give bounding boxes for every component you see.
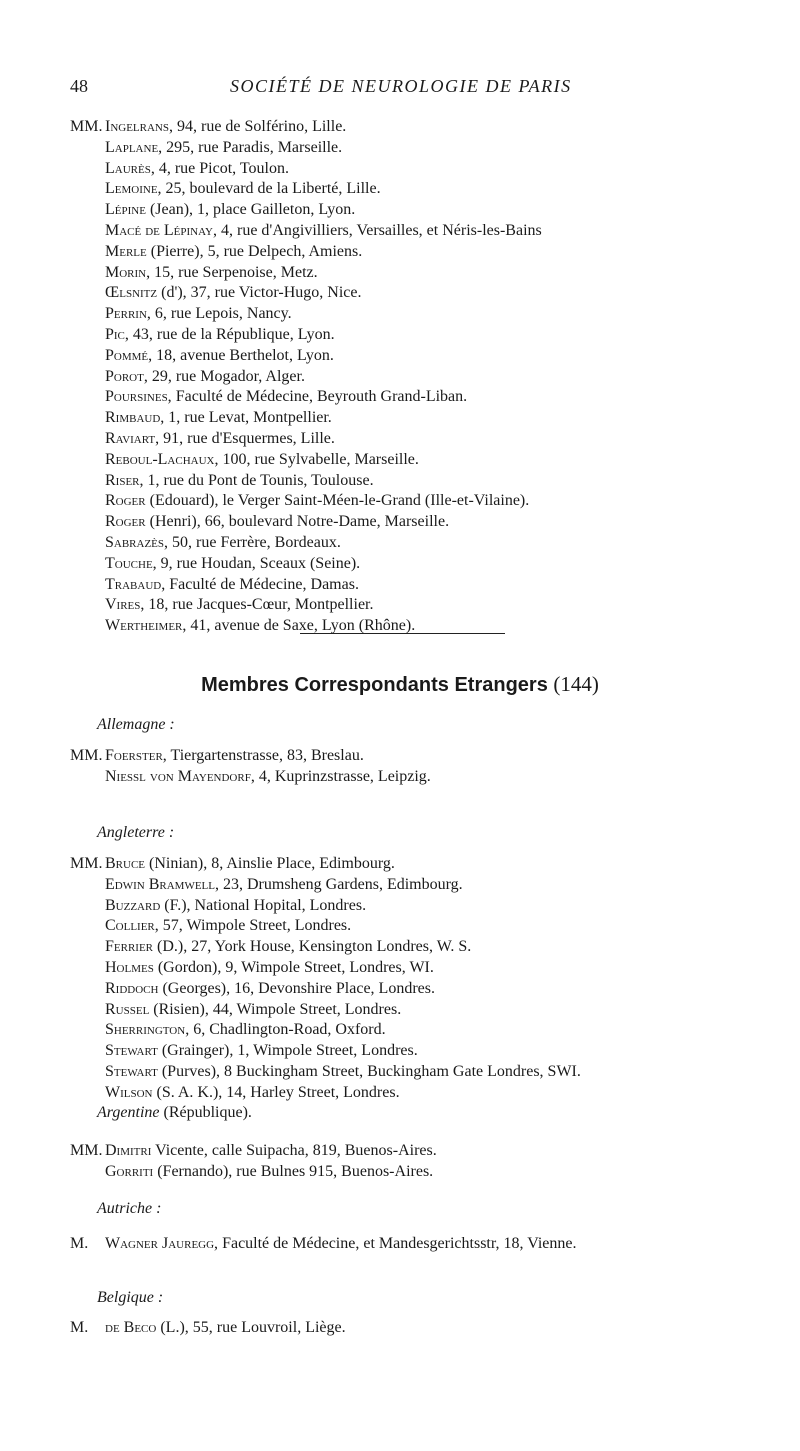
member-name: Bruce (105, 855, 146, 872)
entry-text (105, 283, 361, 304)
member-address: (Ninian), 8, Ainslie Place, Edimbourg. (145, 855, 395, 872)
member-name: Raviart, (105, 429, 160, 447)
member-entry (70, 1083, 770, 1104)
country-label: Argentine (97, 1104, 160, 1121)
member-entry (70, 408, 770, 429)
member-address: (S. A. K.), 14, Harley Street, Londres. (152, 1083, 400, 1101)
member-entry (70, 554, 770, 575)
entry-text (105, 1162, 433, 1183)
entry-text (105, 450, 419, 471)
entry-text (105, 1234, 577, 1255)
member-address: (Georges), 16, Devonshire Place, Londres. (158, 979, 435, 997)
country-heading-belgique (97, 1289, 163, 1307)
member-list-france (70, 117, 770, 637)
entry-text (105, 471, 374, 492)
member-name: Perrin, (105, 305, 151, 323)
member-name: Lemoine, (105, 180, 162, 198)
country-label: Belgique : (97, 1289, 164, 1306)
section-count: (144) (553, 672, 599, 696)
member-address: 23, Drumsheng Gardens, Edimbourg. (218, 875, 463, 893)
section-divider (300, 633, 505, 634)
member-entry (70, 179, 770, 200)
entry-text (105, 491, 529, 512)
entry-text (105, 1141, 437, 1162)
honorific-prefix: MM. (70, 1142, 103, 1159)
member-name: Macé de Lépinay, (105, 221, 217, 239)
member-name: Laplane, (105, 138, 163, 156)
member-entry (70, 595, 770, 616)
entry-text (105, 746, 364, 767)
country-note: (République). (159, 1104, 252, 1121)
member-address: 50, rue Ferrère, Bordeaux. (168, 533, 341, 551)
member-entry (70, 450, 770, 471)
member-entry (70, 471, 770, 492)
member-entry (70, 1020, 770, 1041)
honorific-prefix: MM. (70, 118, 103, 135)
country-label: Allemagne : (97, 716, 175, 733)
member-address: (D.), 27, York House, Kensington Londres, W. S. (153, 938, 472, 956)
member-address: 4, rue Picot, Toulon. (154, 159, 289, 177)
page-number: 48 (70, 76, 88, 96)
entry-text (105, 1020, 386, 1041)
entry-text (105, 429, 335, 450)
member-entry (70, 958, 770, 979)
member-entry (70, 979, 770, 1000)
page-header (70, 72, 735, 104)
member-entry (70, 283, 770, 304)
entry-text (105, 1083, 400, 1104)
entry-text (105, 221, 542, 242)
member-name: Foerster, (105, 747, 167, 764)
member-entry (70, 746, 770, 767)
member-list-allemagne (70, 746, 770, 788)
member-address: 4, rue d'Angivilliers, Versailles, et Néris-les-Bains (217, 221, 542, 239)
member-name: Holmes (105, 958, 154, 976)
entry-text (105, 854, 395, 875)
member-entry (70, 263, 770, 284)
entry-text (105, 595, 374, 616)
member-address: (F.), National Hopital, Londres. (160, 896, 367, 914)
member-address: Vicente, calle Suipacha, 819, Buenos-Aires. (151, 1142, 437, 1159)
member-name: Poursines, (105, 388, 172, 406)
member-address: (Gordon), 9, Wimpole Street, Londres, WI. (153, 958, 434, 976)
honorific-prefix: M. (70, 1319, 89, 1336)
member-address: 100, rue Sylvabelle, Marseille. (218, 450, 419, 468)
member-address: 295, rue Paradis, Marseille. (162, 138, 343, 156)
member-entry (70, 575, 770, 596)
member-entry (70, 1162, 770, 1183)
member-name: Œlsnitz (105, 284, 158, 302)
member-name: Trabaud, (105, 575, 166, 593)
member-list-autriche (70, 1234, 770, 1255)
member-address: 6, rue Lepois, Nancy. (150, 305, 292, 323)
entry-text (105, 554, 360, 575)
member-entry (70, 937, 770, 958)
member-name: Lépine (105, 201, 146, 219)
entry-text (105, 346, 334, 367)
member-address: 41, avenue de Saxe, Lyon (Rhône). (186, 617, 416, 635)
member-address: (Pierre), 5, rue Delpech, Amiens. (146, 242, 363, 260)
member-name: Ferrier (105, 938, 154, 956)
member-name: Roger (105, 492, 146, 510)
member-name: Dimitri (105, 1142, 152, 1159)
member-name: Reboul-Lachaux, (105, 450, 219, 468)
honorific-prefix: MM. (70, 747, 103, 764)
entry-text (105, 263, 318, 284)
member-entry (70, 242, 770, 263)
member-address: 1, rue du Pont de Tounis, Toulouse. (143, 471, 374, 489)
member-address: (Edouard), le Verger Saint-Méen-le-Grand (Ille-et-Vilaine). (145, 492, 530, 510)
honorific-prefix: MM. (70, 855, 103, 872)
country-heading-angleterre (97, 824, 174, 842)
member-entry (70, 387, 770, 408)
member-name: Russel (105, 1000, 150, 1018)
member-address: 9, rue Houdan, Sceaux (Seine). (156, 554, 361, 572)
entry-text (105, 1062, 581, 1083)
entry-text (105, 958, 434, 979)
member-entry (70, 138, 770, 159)
member-name: de Beco (105, 1319, 157, 1336)
country-label: Autriche : (97, 1200, 162, 1217)
entry-text (105, 979, 435, 1000)
member-name: Stewart (105, 1062, 158, 1080)
member-name: Riddoch (105, 979, 159, 997)
entry-text (105, 875, 463, 896)
member-address: 4, Kuprinzstrasse, Leipzig. (254, 767, 431, 785)
member-name: Laurès, (105, 159, 155, 177)
section-title (0, 672, 800, 697)
entry-text (105, 916, 351, 937)
member-list-belgique (70, 1318, 770, 1339)
entry-text (105, 937, 471, 958)
member-entry (70, 429, 770, 450)
member-address: Faculté de Médecine, Damas. (165, 575, 359, 593)
member-entry (70, 117, 770, 138)
entry-text (105, 512, 449, 533)
section-title-text: Membres Correspondants Etrangers (201, 674, 548, 696)
member-entry (70, 221, 770, 242)
member-name: Gorriti (105, 1162, 154, 1180)
member-address: (Purves), 8 Buckingham Street, Buckingham Gate Londres, SWI. (157, 1062, 581, 1080)
member-name: Merle (105, 242, 147, 260)
member-entry (70, 533, 770, 554)
member-address: Tiergartenstrasse, 83, Breslau. (166, 747, 364, 764)
entry-text (105, 200, 355, 221)
member-entry (70, 896, 770, 917)
entry-text (105, 179, 381, 200)
entry-text (105, 242, 362, 263)
member-address: 6, Chadlington-Road, Oxford. (189, 1021, 386, 1039)
member-name: Edwin Bramwell, (105, 875, 219, 893)
country-heading-autriche (97, 1200, 161, 1218)
member-address: 15, rue Serpenoise, Metz. (150, 263, 318, 281)
member-address: 18, rue Jacques-Cœur, Montpellier. (144, 596, 374, 614)
entry-text (105, 767, 431, 788)
member-name: Wertheimer, (105, 617, 187, 635)
entry-text (105, 533, 341, 554)
member-address: 29, rue Mogador, Alger. (147, 367, 305, 385)
member-name: Sherrington, (105, 1021, 190, 1039)
entry-text (105, 408, 332, 429)
member-name: Pommé, (105, 346, 153, 364)
entry-text (105, 325, 335, 346)
member-address: Faculté de Médecine, et Mandesgerichtsstr, 18, Vienne. (218, 1235, 577, 1252)
entry-text (105, 138, 342, 159)
entry-text (105, 304, 292, 325)
member-entry (70, 1000, 770, 1021)
country-heading-argentine (97, 1104, 252, 1122)
member-address: (Fernando), rue Bulnes 915, Buenos-Aires. (153, 1162, 434, 1180)
member-name: Wilson (105, 1083, 153, 1101)
member-entry (70, 1041, 770, 1062)
member-name: Ingelrans, (105, 118, 173, 135)
member-name: Porot, (105, 367, 148, 385)
member-entry (70, 1234, 770, 1255)
member-name: Niessl von Mayendorf, (105, 767, 255, 785)
entry-text (105, 1000, 401, 1021)
member-entry (70, 1141, 770, 1162)
member-name: Riser, (105, 471, 144, 489)
member-address: 94, rue de Solférino, Lille. (173, 118, 347, 135)
member-address: 43, rue de la République, Lyon. (128, 325, 335, 343)
country-label: Angleterre : (97, 824, 175, 841)
member-entry (70, 367, 770, 388)
member-name: Vires, (105, 596, 145, 614)
entry-text (105, 117, 346, 138)
member-name: Stewart (105, 1042, 158, 1060)
country-heading-allemagne (97, 716, 175, 734)
entry-text (105, 575, 359, 596)
member-entry (70, 767, 770, 788)
running-title: SOCIÉTÉ DE NEUROLOGIE DE PARIS (230, 76, 572, 96)
member-name: Buzzard (105, 896, 161, 914)
member-address: 57, Wimpole Street, Londres. (158, 917, 352, 935)
member-list-angleterre (70, 854, 770, 1104)
member-entry (70, 875, 770, 896)
member-entry (70, 159, 770, 180)
member-entry (70, 854, 770, 875)
entry-text (105, 367, 305, 388)
member-address: (Risien), 44, Wimpole Street, Londres. (149, 1000, 402, 1018)
member-address: (Grainger), 1, Wimpole Street, Londres. (157, 1042, 418, 1060)
member-address: 25, boulevard de la Liberté, Lille. (161, 180, 381, 198)
member-name: Rimbaud, (105, 409, 165, 427)
member-name: Roger (105, 513, 146, 531)
member-name: Pic, (105, 325, 129, 343)
member-entry (70, 916, 770, 937)
member-name: Wagner Jauregg, (105, 1235, 219, 1252)
member-address: 91, rue d'Esquermes, Lille. (159, 429, 335, 447)
member-name: Collier, (105, 917, 159, 935)
entry-text (105, 896, 366, 917)
member-entry (70, 1318, 770, 1339)
entry-text (105, 159, 289, 180)
member-address: (Henri), 66, boulevard Notre-Dame, Marseille. (145, 513, 450, 531)
member-entry (70, 512, 770, 533)
member-name: Morin, (105, 263, 151, 281)
honorific-prefix: M. (70, 1235, 89, 1252)
entry-text (105, 387, 467, 408)
member-name: Touche, (105, 554, 157, 572)
member-name: Sabrazès, (105, 533, 169, 551)
member-entry (70, 200, 770, 221)
entry-text (105, 1041, 418, 1062)
member-entry (70, 325, 770, 346)
entry-text (105, 1318, 346, 1339)
member-address: (L.), 55, rue Louvroil, Liège. (156, 1319, 346, 1336)
member-address: (d'), 37, rue Victor-Hugo, Nice. (157, 284, 362, 302)
member-entry (70, 491, 770, 512)
member-list-argentine (70, 1141, 770, 1183)
member-entry (70, 1062, 770, 1083)
member-address: Faculté de Médecine, Beyrouth Grand-Liban. (171, 388, 468, 406)
member-address: (Jean), 1, place Gailleton, Lyon. (145, 201, 356, 219)
member-address: 18, avenue Berthelot, Lyon. (152, 346, 334, 364)
member-entry (70, 346, 770, 367)
member-entry (70, 304, 770, 325)
member-address: 1, rue Levat, Montpellier. (164, 409, 332, 427)
